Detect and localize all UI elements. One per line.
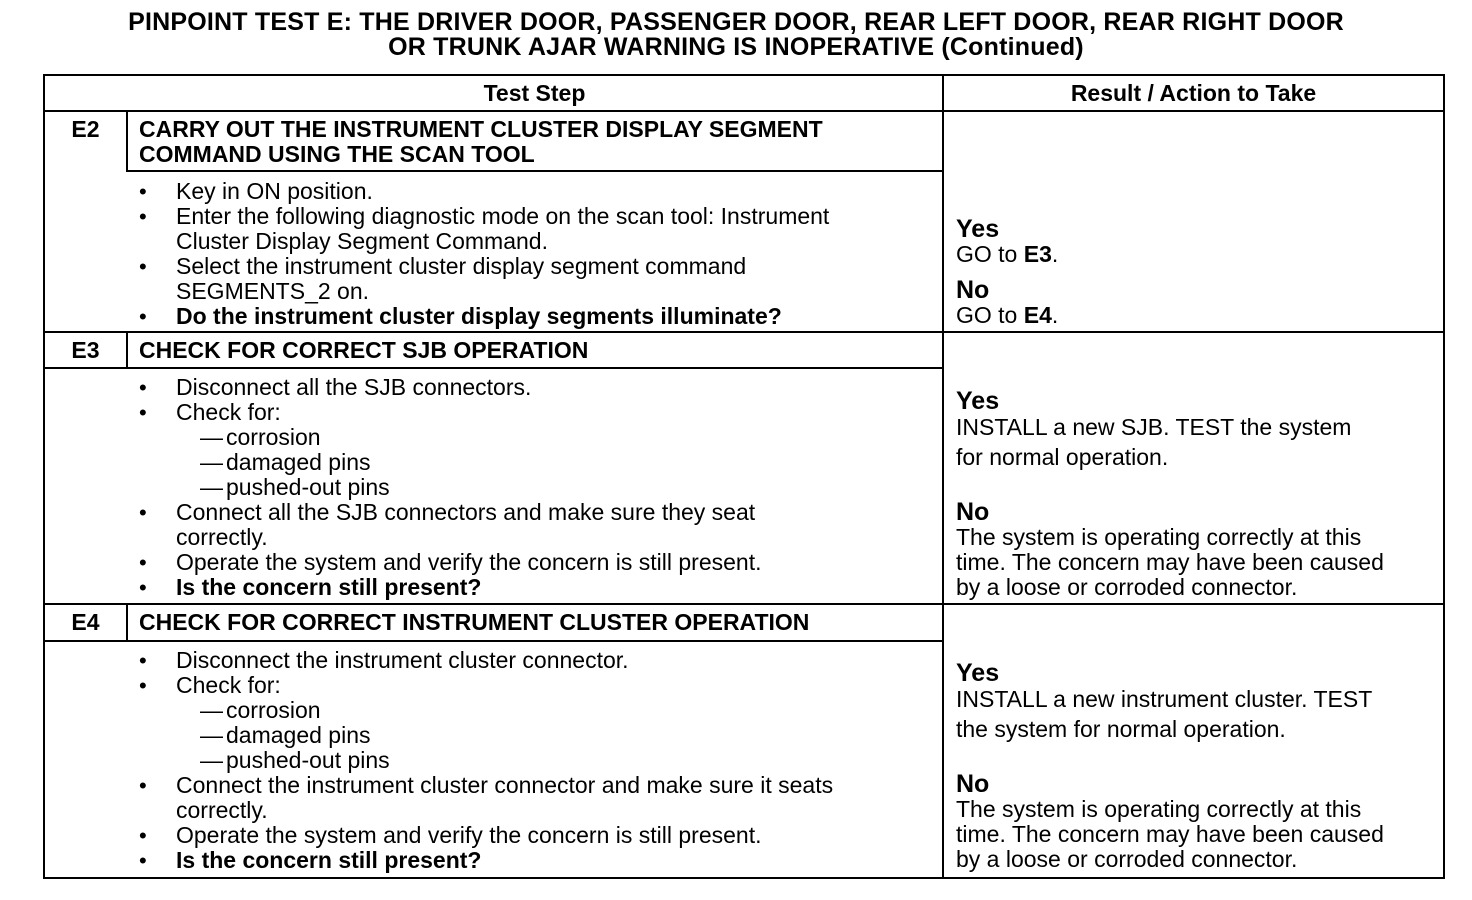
dash: — [200,697,223,723]
sub-item: corrosion [226,424,321,450]
list-item-continued: Cluster Display Segment Command. [176,228,548,254]
result-yes-line: for normal operation. [956,444,1169,470]
list-item: Select the instrument cluster display segment command [176,253,747,279]
bullet: • [139,648,147,673]
bullet: • [139,375,147,400]
row-divider-e3-e4 [45,603,1443,605]
title-line-2: OR TRUNK AJAR WARNING IS INOPERATIVE (Continued) [388,33,1084,61]
result-yes-line: INSTALL a new SJB. TEST the system [956,414,1352,440]
header-test-step: Test Step [483,80,586,106]
result-yes-label: Yes [956,215,1000,243]
result-yes-label: Yes [956,387,1000,415]
list-item: Operate the system and verify the concern is still present. [176,822,762,848]
bullet: • [139,204,147,229]
step-heading-e2-line1: CARRY OUT THE INSTRUMENT CLUSTER DISPLAY SEGMENT [139,116,823,142]
list-item: Connect all the SJB connectors and make sure they seat [176,499,756,525]
list-item: Disconnect all the SJB connectors. [176,374,532,400]
step-heading-e2-line2: COMMAND USING THE SCAN TOOL [139,141,535,167]
bullet: • [139,400,147,425]
step-heading-e3: CHECK FOR CORRECT SJB OPERATION [139,337,589,363]
step-question: Is the concern still present? [176,574,482,600]
list-item: Enter the following diagnostic mode on the scan tool: Instrument [176,203,830,229]
id-divider-e2 [126,112,128,171]
list-item-continued: correctly. [176,524,268,550]
column-divider [942,76,944,877]
bullet: • [139,304,147,329]
step-question: Is the concern still present? [176,847,482,873]
list-item: Operate the system and verify the concern is still present. [176,549,762,575]
result-yes-action: GO to E3. [956,241,1059,267]
dash: — [200,722,223,748]
sub-item: pushed-out pins [226,747,390,773]
result-no-label: No [956,770,990,798]
result-no-label: No [956,498,990,526]
dash: — [200,747,223,773]
bullet: • [139,550,147,575]
list-item: Key in ON position. [176,178,373,204]
result-yes-line: INSTALL a new instrument cluster. TEST [956,686,1373,712]
bullet: • [139,673,147,698]
header-divider [45,110,1443,112]
dash: — [200,449,223,475]
list-item-continued: correctly. [176,797,268,823]
step-id-e3: E3 [71,337,100,363]
result-no-label: No [956,276,990,304]
page-title [0,10,1472,60]
bullet: • [139,500,147,525]
bullet: • [139,823,147,848]
result-no-line: time. The concern may have been caused [956,821,1384,847]
result-no-line: The system is operating correctly at this [956,796,1362,822]
result-no-line: by a loose or corroded connector. [956,846,1298,872]
result-no-line: The system is operating correctly at this [956,524,1362,550]
e3-heading-divider [45,367,942,369]
result-no-line: time. The concern may have been caused [956,549,1384,575]
step-id-e2: E2 [71,116,100,142]
dash: — [200,474,223,500]
step-heading-e4: CHECK FOR CORRECT INSTRUMENT CLUSTER OPERATION [139,609,810,635]
e2-heading-divider [126,170,942,172]
id-divider-e4 [126,605,128,641]
go-to-step-link: E3 [1023,241,1052,267]
result-yes-label: Yes [956,659,1000,687]
pinpoint-test-table [43,74,1445,879]
step-id-e4: E4 [71,609,100,635]
go-to-step-link: E4 [1023,302,1052,328]
bullet: • [139,848,147,873]
header-result: Result / Action to Take [1070,80,1317,106]
row-divider-e2-e3 [45,331,1443,333]
bullet: • [139,179,147,204]
sub-item: damaged pins [226,449,371,475]
bullet: • [139,254,147,279]
list-item: Connect the instrument cluster connector and make sure it seats [176,772,834,798]
list-item: Check for: [176,672,281,698]
sub-item: damaged pins [226,722,371,748]
list-item: Disconnect the instrument cluster connector. [176,647,629,673]
result-yes-line: the system for normal operation. [956,716,1286,742]
dash: — [200,424,223,450]
step-question: Do the instrument cluster display segments illuminate? [176,303,782,329]
bullet: • [139,575,147,600]
result-no-line: by a loose or corroded connector. [956,574,1298,600]
e4-heading-divider [45,640,942,642]
sub-item: corrosion [226,697,321,723]
title-line-1: PINPOINT TEST E: THE DRIVER DOOR, PASSENGER DOOR, REAR LEFT DOOR, REAR RIGHT DOOR [128,8,1344,36]
list-item-continued: SEGMENTS_2 on. [176,278,370,304]
id-divider-e3 [126,333,128,368]
list-item: Check for: [176,399,281,425]
result-no-action: GO to E4. [956,302,1059,328]
sub-item: pushed-out pins [226,474,390,500]
bullet: • [139,773,147,798]
